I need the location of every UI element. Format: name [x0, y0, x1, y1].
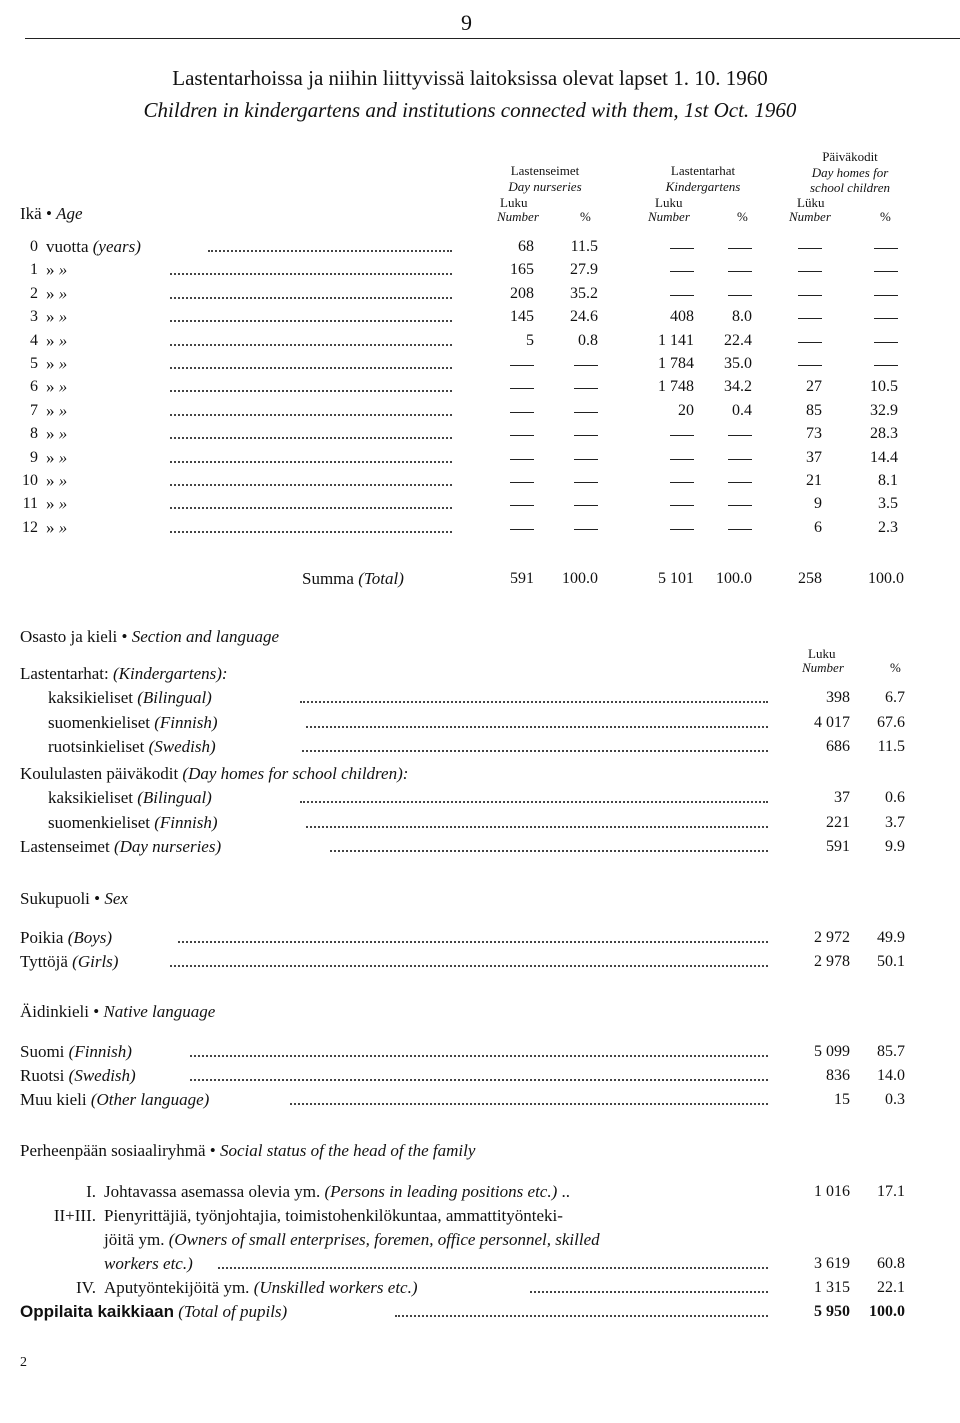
- count-cell: 208: [510, 285, 534, 302]
- value-number: 4 017: [814, 713, 850, 731]
- row-label: [20, 929, 112, 946]
- age-unit: [46, 238, 141, 255]
- total-count: 5 101: [658, 570, 694, 587]
- label-fi-line1: Pienyrittäjiä, työnjohtajia, toimistohenkilökuntaa, ammattityönteki-: [104, 1206, 563, 1225]
- value-percent: 14.0: [877, 1067, 905, 1084]
- pct-label: %: [580, 209, 591, 224]
- unit-fi: »: [46, 401, 55, 420]
- dash-empty-cell: [670, 435, 694, 436]
- label-fi: Tyttöjä: [20, 952, 68, 971]
- dash-empty-cell: [728, 505, 752, 506]
- unit-en: »: [58, 354, 68, 373]
- age-value: 12: [22, 519, 38, 536]
- dot-leader: [306, 816, 768, 828]
- age-label-fi: Ikä: [20, 204, 42, 223]
- roman-numeral: I.: [86, 1182, 96, 1201]
- value-percent: 85.7: [877, 1043, 905, 1060]
- value-number: 836: [826, 1067, 850, 1084]
- dash-empty-cell: [670, 459, 694, 460]
- percent-cell: 35.2: [570, 285, 598, 302]
- row-label: [20, 1091, 209, 1108]
- percent-cell: 0.4: [732, 402, 752, 419]
- dash-empty-cell: [510, 435, 534, 436]
- social-total-label: [20, 1303, 287, 1320]
- dash-empty-cell: [798, 295, 822, 296]
- age-unit: [46, 261, 67, 278]
- percent-cell: 34.2: [724, 378, 752, 395]
- unit-fi: »: [46, 494, 55, 513]
- dash-empty-cell: [670, 271, 694, 272]
- label-en: (Day nurseries): [113, 837, 222, 856]
- dash-empty-cell: [728, 248, 752, 249]
- label-en: (Boys): [67, 928, 113, 947]
- unit-en: »: [58, 284, 68, 303]
- unit-fi: »: [46, 448, 55, 467]
- count-cell: 145: [510, 308, 534, 325]
- age-value: 7: [30, 402, 38, 419]
- dash-empty-cell: [574, 435, 598, 436]
- sex-heading: [20, 890, 128, 907]
- value-number: 221: [826, 813, 850, 831]
- section-sep: •: [121, 627, 128, 646]
- count-cell: 37: [806, 449, 822, 466]
- label-fi: Ruotsi: [20, 1066, 65, 1085]
- age-value: 2: [30, 285, 38, 302]
- dot-leader: [178, 931, 768, 943]
- kindergarten-subheading: [20, 665, 228, 682]
- percent-cell: 22.4: [724, 332, 752, 349]
- leader: ..: [561, 1182, 570, 1201]
- total-count: 258: [798, 570, 822, 587]
- dash-empty-cell: [670, 295, 694, 296]
- age-unit: [46, 472, 67, 489]
- total-percent: 100.0: [562, 570, 598, 587]
- school-label-fi: Koululasten päiväkodit: [20, 764, 179, 783]
- percent-cell: 14.4: [870, 449, 898, 466]
- age-unit: [46, 495, 67, 512]
- dash-empty-cell: [510, 482, 534, 483]
- count-cell: 6: [814, 519, 822, 536]
- section-heading-en: Section and language: [131, 627, 280, 646]
- dot-leader: [300, 691, 768, 703]
- dash-empty-cell: [574, 388, 598, 389]
- value-percent: 9.9: [885, 838, 905, 855]
- count-cell: 1 748: [658, 378, 694, 395]
- social-heading-en: Social status of the head of the family: [219, 1141, 476, 1160]
- roman-numeral: IV.: [76, 1278, 96, 1297]
- page-number: 9: [461, 10, 472, 35]
- group-en: Day nurseries: [508, 179, 582, 194]
- unit-fi: »: [46, 354, 55, 373]
- row-label: [20, 1067, 136, 1084]
- value-percent: 0.6: [885, 789, 905, 806]
- dot-leader: [306, 716, 768, 728]
- social-heading-fi: Perheenpään sosiaaliryhmä: [20, 1141, 206, 1160]
- total-label: [302, 570, 404, 587]
- label-fi: Johtavassa asemassa olevia ym.: [104, 1182, 321, 1201]
- unit-fi: »: [46, 377, 55, 396]
- unit-fi: »: [46, 424, 55, 443]
- count-cell: 68: [518, 238, 534, 255]
- group-en1: Day homes for: [811, 165, 889, 180]
- label-fi: Aputyöntekijöitä ym.: [104, 1278, 250, 1297]
- label-en: (Unskilled workers etc.): [253, 1278, 418, 1297]
- age-label-en: Age: [56, 204, 83, 223]
- dot-leader: [302, 740, 768, 752]
- percent-cell: 2.3: [878, 519, 898, 536]
- age-unit: [46, 285, 67, 302]
- dash-empty-cell: [510, 459, 534, 460]
- label-fi: suomenkieliset: [48, 812, 150, 832]
- language-heading-en: Native language: [103, 1002, 216, 1021]
- label-fi: Muu kieli: [20, 1090, 87, 1109]
- value-number: 1 016: [814, 1183, 850, 1200]
- dash-empty-cell: [510, 365, 534, 366]
- label-en-line2: (Owners of small enterprises, foremen, office personnel, skilled: [168, 1230, 600, 1249]
- row-label: [20, 953, 118, 970]
- label-en: (Finnish): [68, 1042, 132, 1061]
- age-unit: [46, 308, 67, 325]
- dot-leader: [170, 310, 452, 322]
- pct-label: %: [880, 209, 891, 224]
- row-label: [48, 738, 216, 755]
- dot-leader: [170, 380, 452, 392]
- unit-fi: vuotta: [46, 237, 89, 256]
- number-label: Number: [497, 209, 539, 224]
- dash-empty-cell: [874, 271, 898, 272]
- age-value: 10: [22, 472, 38, 489]
- dot-leader: [190, 1045, 768, 1057]
- age-sep: •: [45, 204, 52, 223]
- value-percent: 50.1: [877, 953, 905, 970]
- unit-fi: »: [46, 284, 55, 303]
- label-en: (Girls): [72, 952, 119, 971]
- age-value: 1: [30, 261, 38, 278]
- value-percent: 17.1: [877, 1183, 905, 1200]
- dash-empty-cell: [574, 412, 598, 413]
- label-fi: Suomi: [20, 1042, 65, 1061]
- dot-leader: [170, 263, 452, 275]
- dot-leader: [170, 357, 452, 369]
- dot-leader: [170, 497, 452, 509]
- unit-fi: »: [46, 260, 55, 279]
- sex-heading-fi: Sukupuoli: [20, 889, 90, 908]
- number-label: Number: [789, 209, 831, 224]
- dash-empty-cell: [670, 482, 694, 483]
- value-percent: 67.6: [877, 713, 905, 731]
- dash-empty-cell: [874, 342, 898, 343]
- sex-heading-en: Sex: [104, 889, 128, 908]
- dash-empty-cell: [798, 365, 822, 366]
- percent-cell: 35.0: [724, 355, 752, 372]
- value-percent: 11.5: [877, 738, 905, 755]
- dash-empty-cell: [728, 459, 752, 460]
- sex-sep: •: [94, 889, 101, 908]
- footer-page-number: 2: [20, 1355, 27, 1370]
- unit-fi: »: [46, 331, 55, 350]
- dash-empty-cell: [728, 482, 752, 483]
- dash-empty-cell: [798, 271, 822, 272]
- value-number: 15: [834, 1091, 850, 1108]
- dash-empty-cell: [798, 342, 822, 343]
- dot-leader: [170, 427, 452, 439]
- section-pct-label: %: [890, 660, 901, 675]
- dash-empty-cell: [574, 529, 598, 530]
- total-percent: 100.0: [716, 570, 752, 587]
- kg-label-en: (Kindergartens):: [113, 664, 228, 683]
- percent-cell: 8.0: [732, 308, 752, 325]
- age-value: 4: [30, 332, 38, 349]
- dash-empty-cell: [874, 318, 898, 319]
- percent-cell: 3.5: [878, 495, 898, 512]
- dash-empty-cell: [874, 248, 898, 249]
- value-percent: 6.7: [885, 689, 905, 706]
- dot-leader: [395, 1305, 768, 1317]
- value-number: 398: [826, 689, 850, 706]
- total-label-fi: Summa: [302, 569, 354, 588]
- age-unit: [46, 378, 67, 395]
- dash-empty-cell: [728, 271, 752, 272]
- count-cell: 5: [526, 332, 534, 349]
- language-sep: •: [93, 1002, 100, 1021]
- label-en: (Swedish): [68, 1066, 136, 1085]
- unit-en: »: [58, 518, 68, 537]
- language-heading: [20, 1003, 215, 1020]
- dash-empty-cell: [728, 295, 752, 296]
- row-label: [20, 1043, 132, 1060]
- dash-empty-cell: [574, 459, 598, 460]
- age-value: 5: [30, 355, 38, 372]
- unit-en: »: [58, 471, 68, 490]
- percent-cell: 10.5: [870, 378, 898, 395]
- percent-cell: 11.5: [570, 238, 598, 255]
- value-number: 1 315: [814, 1279, 850, 1296]
- social-label: [104, 1183, 570, 1200]
- total-fi: Oppilaita kaikkiaan: [20, 1302, 175, 1321]
- value-number: 3 619: [814, 1255, 850, 1272]
- dot-leader: [170, 474, 452, 486]
- luku-label: Luku: [655, 195, 683, 210]
- value-number: 37: [834, 789, 850, 806]
- row-label: [48, 714, 218, 731]
- dash-empty-cell: [574, 482, 598, 483]
- dot-leader: [170, 451, 452, 463]
- unit-en: »: [58, 424, 68, 443]
- value-percent: 100.0: [869, 1303, 905, 1320]
- unit-en: »: [58, 307, 68, 326]
- group-fi: Päiväkodit: [822, 149, 878, 164]
- label-fi-line2: jöitä ym.: [104, 1230, 165, 1249]
- row-label: [20, 838, 221, 855]
- dash-empty-cell: [798, 248, 822, 249]
- dash-empty-cell: [874, 365, 898, 366]
- unit-fi: »: [46, 518, 55, 537]
- dash-empty-cell: [798, 318, 822, 319]
- unit-fi: »: [46, 471, 55, 490]
- percent-cell: 27.9: [570, 261, 598, 278]
- age-value: 11: [22, 495, 38, 512]
- pct-label: %: [737, 209, 748, 224]
- label-fi: Poikia: [20, 928, 64, 947]
- age-unit: [46, 402, 67, 419]
- age-value: 3: [30, 308, 38, 325]
- dash-empty-cell: [574, 505, 598, 506]
- dash-empty-cell: [510, 505, 534, 506]
- label-fi: Lastenseimet: [20, 837, 110, 856]
- dash-empty-cell: [874, 295, 898, 296]
- age-unit: [46, 332, 67, 349]
- luku-label: Luku: [500, 195, 528, 210]
- percent-cell: 24.6: [570, 308, 598, 325]
- school-subheading: [20, 765, 408, 782]
- dash-empty-cell: [728, 435, 752, 436]
- dash-empty-cell: [670, 248, 694, 249]
- group-en: Kindergartens: [665, 179, 741, 194]
- label-en: (Swedish): [148, 737, 216, 756]
- dot-leader: [170, 521, 452, 533]
- section-heading: [20, 628, 279, 645]
- label-line2: [104, 1231, 600, 1248]
- dot-leader: [208, 240, 452, 252]
- unit-en: »: [58, 377, 68, 396]
- unit-en: »: [58, 260, 68, 279]
- title-english: Children in kindergartens and institutions connected with them, 1st Oct. 1960: [143, 98, 797, 122]
- section-number-label: Number: [802, 660, 844, 675]
- label-en: (Finnish): [154, 812, 218, 832]
- unit-en: »: [58, 448, 68, 467]
- dot-leader: [170, 334, 452, 346]
- dot-leader: [170, 287, 452, 299]
- count-cell: 21: [806, 472, 822, 489]
- total-en: (Total of pupils): [178, 1302, 288, 1321]
- count-cell: 1 784: [658, 355, 694, 372]
- group-fi: Lastentarhat: [670, 163, 736, 178]
- count-cell: 165: [510, 261, 534, 278]
- unit-fi: »: [46, 307, 55, 326]
- title-finnish: Lastentarhoissa ja niihin liittyvissä laitoksissa olevat lapset 1. 10. 1960: [172, 66, 768, 90]
- roman-numeral: II+III.: [53, 1206, 96, 1225]
- total-label-en: (Total): [358, 569, 404, 588]
- label-fi: ruotsinkieliset: [48, 737, 145, 756]
- dash-empty-cell: [728, 529, 752, 530]
- count-cell: 408: [670, 308, 694, 325]
- section-heading-fi: Osasto ja kieli: [20, 627, 118, 646]
- count-cell: 9: [814, 495, 822, 512]
- value-percent: 60.8: [877, 1255, 905, 1272]
- group-fi: Lastenseimet: [510, 163, 580, 178]
- value-percent: 3.7: [885, 813, 905, 831]
- value-number: 686: [826, 738, 850, 755]
- group-en2: school children: [809, 180, 891, 195]
- section-luku-label: Luku: [808, 646, 836, 661]
- total-count: 591: [510, 570, 534, 587]
- age-unit: [46, 449, 67, 466]
- top-rule: [25, 38, 960, 39]
- number-label: Number: [648, 209, 690, 224]
- luku-label: Lüku: [797, 195, 825, 210]
- age-value: 9: [30, 449, 38, 466]
- value-percent: 0.3: [885, 1091, 905, 1108]
- dot-leader: [330, 840, 768, 852]
- percent-cell: 0.8: [578, 332, 598, 349]
- value-percent: 22.1: [877, 1279, 905, 1296]
- value-number: 591: [826, 838, 850, 855]
- age-value: 8: [30, 425, 38, 442]
- social-heading: [20, 1142, 475, 1159]
- value-number: 5 950: [814, 1303, 850, 1320]
- social-sep: •: [209, 1141, 216, 1160]
- label-en: (Bilingual): [137, 788, 212, 807]
- social-label: [104, 1279, 418, 1296]
- dash-empty-cell: [510, 529, 534, 530]
- unit-en: »: [58, 331, 68, 350]
- value-number: 2 972: [814, 929, 850, 946]
- percent-cell: 28.3: [870, 425, 898, 442]
- row-label: [48, 814, 218, 831]
- label-en: (Bilingual): [137, 688, 212, 707]
- dot-leader: [170, 404, 452, 416]
- age-header: [20, 205, 83, 222]
- label-en-line3: workers etc.): [104, 1254, 193, 1273]
- dash-empty-cell: [510, 412, 534, 413]
- count-cell: 73: [806, 425, 822, 442]
- dash-empty-cell: [670, 505, 694, 506]
- total-percent: 100.0: [868, 570, 904, 587]
- dot-leader: [218, 1257, 768, 1269]
- percent-cell: 8.1: [878, 472, 898, 489]
- dash-empty-cell: [670, 529, 694, 530]
- dot-leader: [530, 1281, 768, 1293]
- label-fi: kaksikieliset: [48, 788, 133, 807]
- label-fi: kaksikieliset: [48, 688, 133, 707]
- unit-en: (years): [92, 237, 141, 256]
- dot-leader: [190, 1069, 768, 1081]
- value-number: 2 978: [814, 953, 850, 970]
- value-percent: 49.9: [877, 929, 905, 946]
- kg-label-fi: Lastentarhat:: [20, 664, 109, 683]
- dash-empty-cell: [574, 365, 598, 366]
- percent-cell: 32.9: [870, 402, 898, 419]
- label-en: (Persons in leading positions etc.): [324, 1182, 558, 1201]
- unit-en: »: [58, 494, 68, 513]
- value-number: 5 099: [814, 1043, 850, 1060]
- label-fi: suomenkieliset: [48, 712, 150, 732]
- age-value: 6: [30, 378, 38, 395]
- label-en: (Other language): [90, 1090, 210, 1109]
- age-unit: [46, 425, 67, 442]
- dash-empty-cell: [510, 388, 534, 389]
- row-label: [48, 789, 212, 806]
- row-label: [48, 689, 212, 706]
- count-cell: 20: [678, 402, 694, 419]
- age-value: 0: [30, 238, 38, 255]
- count-cell: 85: [806, 402, 822, 419]
- count-cell: 1 141: [658, 332, 694, 349]
- dot-leader: [170, 955, 768, 967]
- count-cell: 27: [806, 378, 822, 395]
- age-unit: [46, 519, 67, 536]
- age-unit: [46, 355, 67, 372]
- dot-leader: [290, 1093, 768, 1105]
- dot-leader: [300, 791, 768, 803]
- label-en: (Finnish): [154, 712, 218, 732]
- unit-en: »: [58, 401, 68, 420]
- language-heading-fi: Äidinkieli: [20, 1002, 89, 1021]
- school-label-en: (Day homes for school children):: [182, 764, 409, 783]
